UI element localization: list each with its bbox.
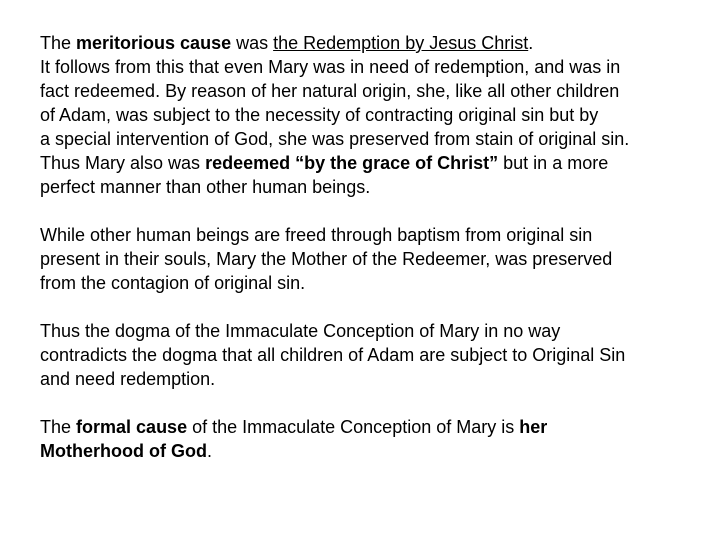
bold-text-run: redeemed “by the grace of Christ”: [205, 153, 499, 173]
text-line: [40, 415, 710, 439]
text-run: Thus Mary also was: [40, 153, 206, 173]
text-run: perfect manner than other human beings.: [40, 177, 371, 197]
text-run: The: [40, 417, 77, 437]
text-run: from the contagion of original sin.: [40, 273, 306, 293]
text-paragraph: [40, 319, 710, 391]
text-run: of the Immaculate Conception of Mary is: [187, 417, 520, 437]
text-line: [40, 55, 710, 79]
text-run: present in their souls, Mary the Mother of the Redeemer, was preserved: [40, 249, 613, 269]
text-run: a special intervention of God, she was preserved from stain of original sin.: [40, 129, 630, 149]
text-run: .: [528, 33, 534, 53]
text-run: and need redemption.: [40, 369, 216, 389]
text-run: While other human beings are freed through baptism from original sin: [40, 225, 593, 245]
text-paragraph: [40, 31, 710, 199]
text-line: [40, 151, 710, 175]
text-run: of Adam, was subject to the necessity of contracting original sin but by: [40, 105, 599, 125]
text-run: contradicts the dogma that all children of Adam are subject to Original Sin: [40, 345, 626, 365]
bold-text-run: meritorious cause: [76, 33, 232, 53]
text-line: [40, 367, 710, 391]
text-line: [40, 79, 710, 103]
text-line: [40, 247, 710, 271]
text-line: [40, 175, 710, 199]
slide-text-body: [40, 31, 710, 487]
text-line: [40, 223, 710, 247]
bold-text-run: her: [519, 417, 548, 437]
underlined-text-run: the Redemption by Jesus Christ: [273, 33, 529, 53]
text-paragraph: [40, 415, 710, 463]
text-line: [40, 319, 710, 343]
text-paragraph: [40, 223, 710, 295]
text-line: [40, 103, 710, 127]
text-run: .: [206, 441, 212, 461]
text-run: Thus the dogma of the Immaculate Conception of Mary in no way: [40, 321, 561, 341]
text-run: It follows from this that even Mary was in need of redemption, and was in: [40, 57, 621, 77]
bold-text-run: Motherhood of God: [40, 441, 207, 461]
text-line: [40, 343, 710, 367]
text-run: was: [231, 33, 274, 53]
text-line: [40, 127, 710, 151]
text-line: [40, 271, 710, 295]
text-run: fact redeemed. By reason of her natural origin, she, like all other children: [40, 81, 620, 101]
text-run: but in a more: [498, 153, 609, 173]
text-run: The: [40, 33, 77, 53]
text-line: [40, 31, 710, 55]
bold-text-run: formal cause: [76, 417, 188, 437]
text-line: [40, 439, 710, 463]
